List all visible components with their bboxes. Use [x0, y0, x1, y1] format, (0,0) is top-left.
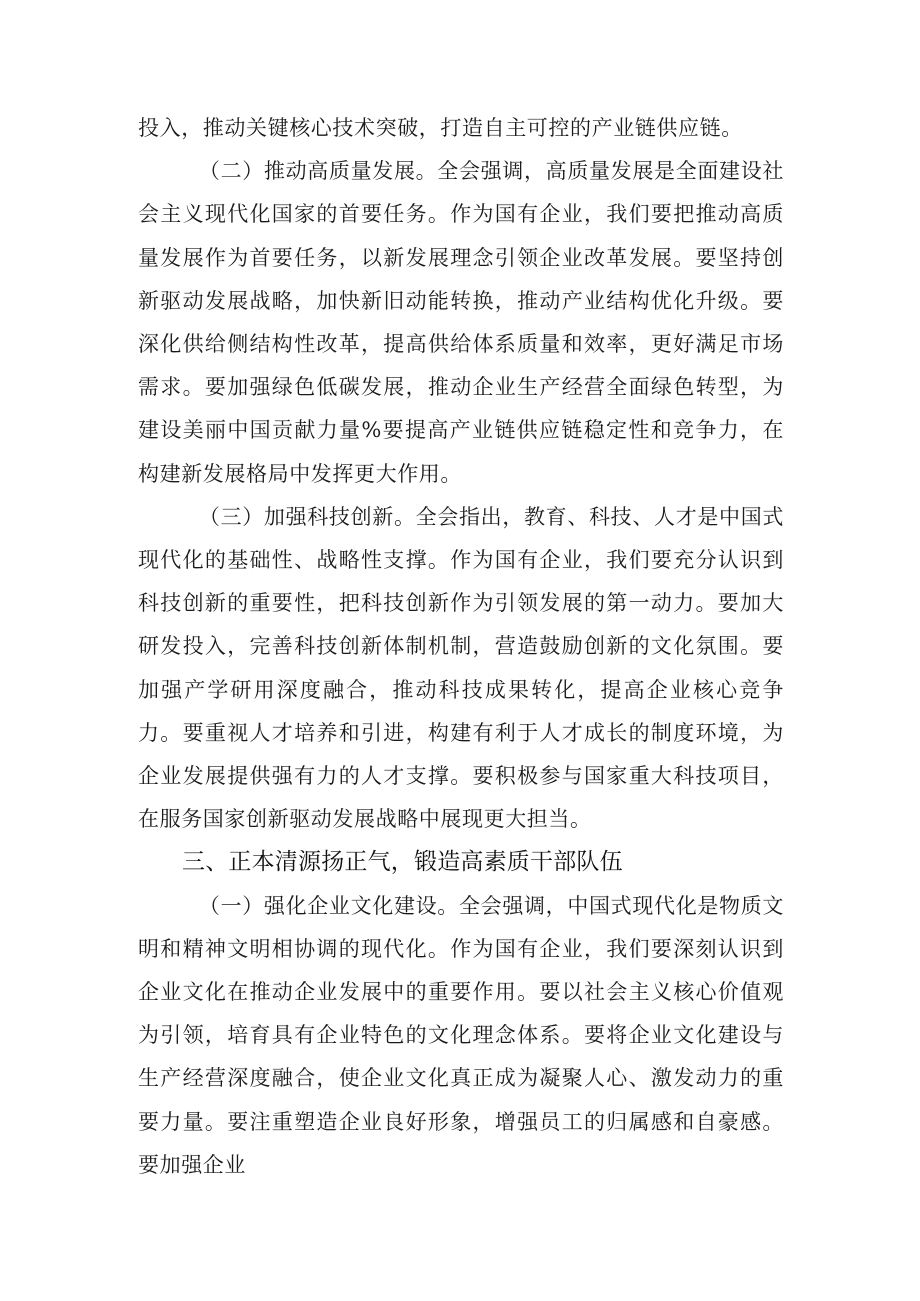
paragraph-technology-innovation: （三）加强科技创新。全会指出，教育、科技、人才是中国式现代化的基础性、战略性支撑。作为国有企业，我们要充分认识到科技创新的重要性，把科技创新作为引领发展的第一动力。要加大研发投入，完善科技创新体制机制，营造鼓励创新的文化氛围。要加强产学研用深度融合，推动科技成果转化，提高企业核心竞争力。要重视人才培养和引进，构建有利于人才成长的制度环境，为企业发展提供强有力的人才支撑。要积极参与国家重大科技项目，在服务国家创新驱动发展战略中展现更大担当。 — [138, 504, 784, 832]
document-body — [138, 107, 784, 1187]
paragraph-corporate-culture: （一）强化企业文化建设。全会强调，中国式现代化是物质文明和精神文明相协调的现代化。作为国有企业，我们要深刻认识到企业文化在推动企业发展中的重要作用。要以社会主义核心价值观为引领，培育具有企业特色的文化理念体系。要将企业文化建设与生产经营深度融合，使企业文化真正成为凝聚人心、激发动力的重要力量。要注重塑造企业良好形象，增强员工的归属感和自豪感。要加强企业 — [138, 893, 784, 1177]
section-heading-three: 三、正本清源扬正气，锻造高素质干部队伍 — [182, 849, 623, 876]
paragraph-high-quality-development: （二）推动高质量发展。全会强调，高质量发展是全面建设社会主义现代化国家的首要任务。作为国有企业，我们要把推动高质量发展作为首要任务，以新发展理念引领企业改革发展。要坚持创新驱动发展战略，加快新旧动能转换，推动产业结构优化升级。要深化供给侧结构性改革，提高供给体系质量和效率，更好满足市场需求。要加强绿色低碳发展，推动企业生产经营全面绿色转型，为建设美丽中国贡献力量%要提高产业链供应链稳定性和竞争力，在构建新发展格局中发挥更大作用。 — [138, 159, 784, 486]
paragraph-continuation: 投入，推动关键核心技术突破，打造自主可控的产业链供应链。 — [138, 116, 743, 140]
